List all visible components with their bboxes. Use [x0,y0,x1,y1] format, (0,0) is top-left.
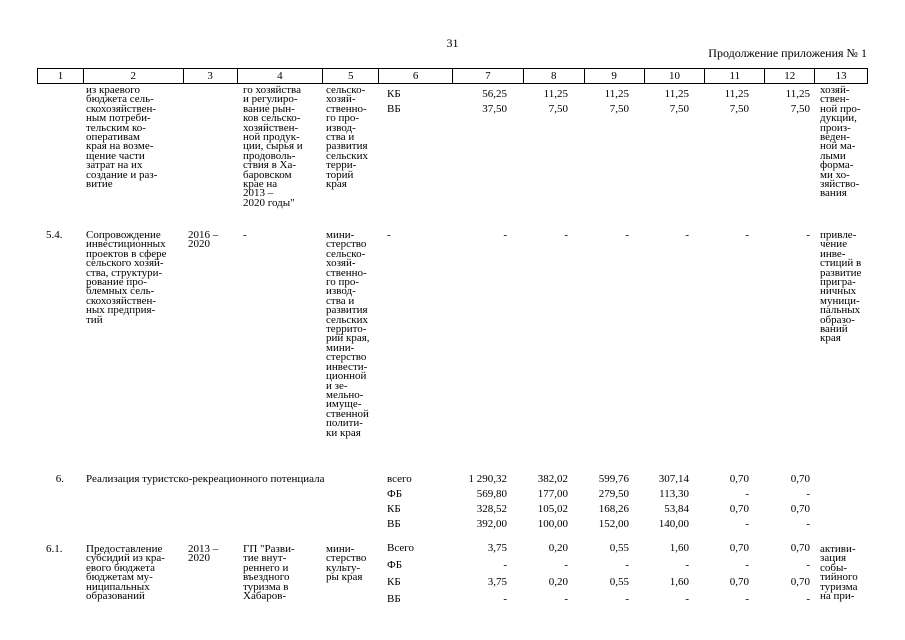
r3-value: 105,02 [537,503,568,515]
r4-value: - [625,593,629,605]
r2-value: - [564,229,568,241]
r4-value: - [564,593,568,605]
r3-value: 569,80 [476,488,507,500]
r4-value: - [503,593,507,605]
r1-value: 7,50 [609,103,629,115]
r4-value: - [625,559,629,571]
r4-source: КБ [387,576,401,588]
r3-value: 279,50 [598,488,629,500]
r4-value: - [745,593,749,605]
r4-value: 0,70 [729,576,749,588]
r1-program: го хозяйства и регулиро- вание рын- ков сельско- хозяйствен- ной продук- ции, сырья и продоволь- ствия в Ха- баровском крае на 2013 – 2020 годы" [243,84,303,209]
r1-value: 37,50 [482,103,507,115]
r4-program: ГП "Разви- тие внут- реннего и въездного туризма в Хабаров- [243,543,295,603]
r1-col12 [760,87,810,117]
r1-value: 7,50 [548,103,568,115]
r4-value: - [745,559,749,571]
r4-result: активи- зация собы- тийного туризма на при- [820,543,858,603]
r4-description: Предоставление субсидий из кра- евого бюджета бюджетам му- ниципальных образований [86,543,165,603]
r1-value: 7,50 [790,103,810,115]
r4-value: - [564,559,568,571]
r4-value: - [685,593,689,605]
r3-value: 140,00 [658,518,689,530]
r1-source-list [387,87,427,117]
r2-number: 5.4. [46,229,63,241]
r1-col8 [520,87,568,117]
header-col-12: 12 [765,69,815,83]
header-col-7: 7 [453,69,524,83]
r3-value: 168,26 [598,503,629,515]
r3-value: 328,52 [476,503,507,515]
r1-col9 [580,87,629,117]
r3-source: КБ [387,503,401,515]
header-col-4: 4 [238,69,324,83]
r1-result: хозяй- ствен- ной про- дукции, произ- веден- ной ма- лыми форма- ми хо- зяйство- вания [820,84,861,200]
r3-title: Реализация туристско-рекреационного потенциала [86,473,325,485]
r3-value: 0,70 [790,503,810,515]
r1-source: ВБ [387,103,401,115]
r1-col11 [700,87,749,117]
r3-value: 307,14 [658,473,689,485]
r4-source-list [387,540,427,608]
r2-program: - [243,229,247,241]
r4-value: 0,20 [548,542,568,554]
page-number: 31 [446,36,459,50]
header-col-13: 13 [835,70,847,82]
r3-value: 0,70 [790,473,810,485]
r2-executor: мини- стерство сельско- хозяй- ственно- го про- извод- ства и развития сельских террито- рий края, мини- стерство инвести- ционной и зе- мельно- имуще- ственной полити- ки края [326,229,370,439]
r3-value: 0,70 [729,503,749,515]
r1-executor: сельско- хозяй- ственно- го про- извод- ства и развития сельских терри- торий края [326,84,369,191]
r4-value: - [806,593,810,605]
header-col-6: 6 [379,69,453,83]
r2-description: Сопровождение инвестиционных проектов в сфере сельского хозяй- ства, структури- рование про- блемных сель- скохозяйствен- ных предприя- тий [86,229,167,326]
r4-value: 0,55 [609,576,629,588]
r2-source: - [387,229,391,241]
r4-col11 [700,540,749,608]
r3-value: 113,30 [659,488,689,500]
r4-value: 0,20 [548,576,568,588]
r3-number: 6. [55,473,64,485]
r2-result: привле- чение инве- стиций в развитие пригра- ничных муници- пальных образо- ваний края [820,229,862,345]
r4-col7 [450,540,507,608]
r3-col12 [760,472,810,532]
r3-value: 53,84 [664,503,689,515]
r3-value: 392,00 [476,518,507,530]
r3-value: - [745,518,749,530]
r4-col12 [760,540,810,608]
r4-value: 1,60 [669,542,689,554]
r4-value: 0,55 [609,542,629,554]
r2-value: - [806,229,810,241]
header-col-1: 1 [38,69,84,83]
header-col-9: 9 [585,69,645,83]
r1-value: 7,50 [729,103,749,115]
r4-value: - [685,559,689,571]
r4-number: 6.1. [46,543,63,555]
r4-source: ФБ [387,559,403,571]
r2-value: - [685,229,689,241]
r1-value: 56,25 [482,88,507,100]
r3-value: 599,76 [598,473,629,485]
r1-col7 [450,87,507,117]
r4-value: - [806,559,810,571]
r3-value: 0,70 [729,473,749,485]
r3-col7 [450,472,507,532]
r1-value: 11,25 [664,88,689,100]
r2-period: 2016 – 2020 [188,229,219,251]
header-col-10: 10 [645,69,706,83]
r3-source: ВБ [387,518,401,530]
r3-source: ФБ [387,488,403,500]
r2-value: - [503,229,507,241]
r3-value: 100,00 [537,518,568,530]
r4-col8 [520,540,568,608]
r3-source-list [387,472,427,532]
r4-source: ВБ [387,593,401,605]
r1-description: из краевого бюджета сель- скохозяйствен- ным потреби- тельским ко- оперативам края на возме- щение части затрат на их создание и раз- витие [86,84,158,191]
r1-value: 11,25 [543,88,568,100]
header-col-2: 2 [84,69,184,83]
r3-value: - [745,488,749,500]
r2-value: - [625,229,629,241]
r3-col10 [640,472,689,532]
continuation-title: Продолжение приложения № 1 [708,46,867,60]
r3-col11 [700,472,749,532]
r3-value: 1 290,32 [468,473,507,485]
r1-value: 7,50 [669,103,689,115]
r3-source: всего [387,473,412,485]
r4-value: 1,60 [669,576,689,588]
header-col-3: 3 [184,69,238,83]
r4-period: 2013 – 2020 [188,543,219,565]
header-col-5: 5 [323,69,379,83]
r3-value: 382,02 [537,473,568,485]
r4-value: - [503,559,507,571]
r3-value: 152,00 [598,518,629,530]
r3-value: - [806,488,810,500]
r1-value: 11,25 [785,88,810,100]
r1-value: 11,25 [724,88,749,100]
r4-value: 0,70 [790,542,810,554]
r4-executor: мини- стерство культу- ры края [326,543,367,584]
r4-value: 0,70 [729,542,749,554]
r4-value: 3,75 [487,542,507,554]
r4-value: 3,75 [487,576,507,588]
r3-value: 177,00 [537,488,568,500]
r3-col8 [520,472,568,532]
r4-col10 [640,540,689,608]
r1-source: КБ [387,88,401,100]
r4-col9 [580,540,629,608]
r4-source: Всего [387,542,414,554]
table-header-row [37,68,868,84]
header-col-8: 8 [524,69,585,83]
r4-value: 0,70 [790,576,810,588]
r1-value: 11,25 [604,88,629,100]
r3-value: - [806,518,810,530]
r1-col10 [640,87,689,117]
header-col-11: 11 [705,69,765,83]
r3-col9 [580,472,629,532]
r2-value: - [745,229,749,241]
